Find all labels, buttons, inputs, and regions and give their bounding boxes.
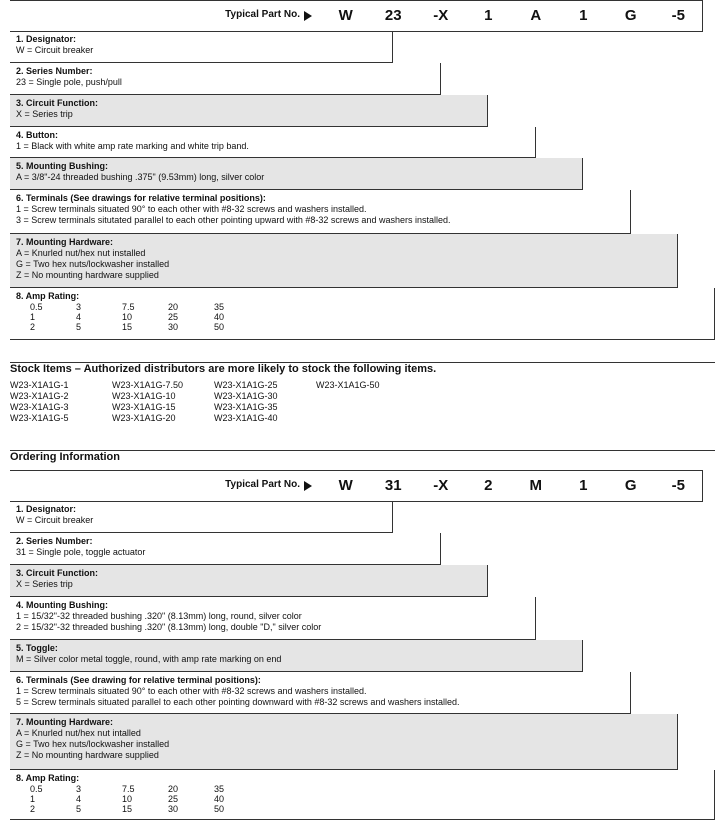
amp-value: 3 xyxy=(76,784,82,794)
option-title: 2. Series Number: xyxy=(16,536,93,546)
stock-part-number: W23-X1A1G-40 xyxy=(214,413,278,423)
option-line: 31 = Single pole, toggle actuator xyxy=(16,547,146,557)
part-code-8: -5 xyxy=(655,0,704,32)
amp-value: 7.5 xyxy=(122,784,135,794)
typical-part-label: Typical Part No. xyxy=(225,9,300,20)
option-line: W = Circuit breaker xyxy=(16,515,94,525)
part-code-5: M xyxy=(512,470,561,502)
amp-value: 50 xyxy=(214,322,225,332)
option-line: 1 = 15/32"-32 threaded bushing .320" (8.13mm) long, round, silver color xyxy=(16,611,302,621)
option-title: 6. Terminals (See drawing for relative terminal positions): xyxy=(16,675,261,685)
amp-value: 40 xyxy=(214,794,225,804)
option-line: G = Two hex nuts/lockwasher installed xyxy=(16,739,170,749)
amp-value: 10 xyxy=(122,794,133,804)
amp-value: 2 xyxy=(30,804,36,814)
amp-rating-table xyxy=(30,302,260,332)
typical-part-label-box xyxy=(10,0,323,32)
option-row-5 xyxy=(10,158,583,190)
option-line: G = Two hex nuts/lockwasher installed xyxy=(16,259,170,269)
option-row-2 xyxy=(10,533,441,565)
amp-value: 10 xyxy=(122,312,133,322)
typical-part-label: Typical Part No. xyxy=(225,479,300,490)
amp-value: 4 xyxy=(76,312,82,322)
amp-value: 25 xyxy=(168,794,179,804)
option-title: 4. Mounting Bushing: xyxy=(16,600,108,610)
stock-part-number: W23-X1A1G-25 xyxy=(214,380,278,390)
option-line: M = Silver color metal toggle, round, with amp rate marking on end xyxy=(16,654,282,664)
part-code-1: W xyxy=(322,0,371,32)
option-line: 5 = Screw terminals situated parallel to each other pointing downward with #8-32 screws and washers installed. xyxy=(16,697,460,707)
amp-value: 0.5 xyxy=(30,784,43,794)
option-line: Z = No mounting hardware supplied xyxy=(16,270,159,280)
part-code-8: -5 xyxy=(655,470,704,502)
amp-value: 5 xyxy=(76,322,82,332)
option-row-4 xyxy=(10,127,536,158)
stock-part-number: W23-X1A1G-20 xyxy=(112,413,176,423)
part-code-7: G xyxy=(607,0,656,32)
stock-column-3 xyxy=(214,380,324,424)
option-title: 7. Mounting Hardware: xyxy=(16,717,114,727)
stock-column-4 xyxy=(316,380,426,391)
amp-value: 1 xyxy=(30,312,36,322)
stock-column-1 xyxy=(10,380,120,424)
part-code-6: 1 xyxy=(560,0,609,32)
part-code-3: -X xyxy=(417,470,466,502)
stock-column-2 xyxy=(112,380,222,424)
amp-value: 35 xyxy=(214,784,225,794)
option-line: 23 = Single pole, push/pull xyxy=(16,77,122,87)
option-row-1 xyxy=(10,501,393,533)
option-line: 3 = Screw terminals situtated parallel to each other pointing upward with #8-32 screws and washers installed. xyxy=(16,215,451,225)
stock-part-number: W23-X1A1G-35 xyxy=(214,402,278,412)
option-row-3 xyxy=(10,565,488,597)
amp-value: 3 xyxy=(76,302,82,312)
stock-part-number: W23-X1A1G-30 xyxy=(214,391,278,401)
amp-value: 35 xyxy=(214,302,225,312)
option-title: 6. Terminals (See drawings for relative terminal positions): xyxy=(16,193,266,203)
option-title: 5. Toggle: xyxy=(16,643,58,653)
option-title: 8. Amp Rating: xyxy=(16,291,80,301)
stock-part-number: W23-X1A1G-2 xyxy=(10,391,69,401)
option-title: 2. Series Number: xyxy=(16,66,93,76)
option-line: Z = No mounting hardware supplied xyxy=(16,750,159,760)
stock-items-heading: Stock Items – Authorized distributors are more likely to stock the following items. xyxy=(10,363,437,375)
part-code-2: 31 xyxy=(370,470,419,502)
option-line: X = Series trip xyxy=(16,109,73,119)
option-row-8 xyxy=(10,288,715,340)
amp-value: 5 xyxy=(76,804,82,814)
option-title: 3. Circuit Function: xyxy=(16,98,98,108)
stock-part-number: W23-X1A1G-3 xyxy=(10,402,69,412)
option-row-1 xyxy=(10,31,393,63)
ordering-information-heading: Ordering Information xyxy=(10,451,120,463)
amp-value: 40 xyxy=(214,312,225,322)
option-title: 3. Circuit Function: xyxy=(16,568,98,578)
option-row-7 xyxy=(10,714,678,770)
amp-value: 20 xyxy=(168,302,179,312)
option-row-7 xyxy=(10,234,678,288)
part-code-6: 1 xyxy=(560,470,609,502)
amp-value: 20 xyxy=(168,784,179,794)
option-line: 1 = Black with white amp rate marking and white trip band. xyxy=(16,141,249,151)
part-number-chart-1 xyxy=(10,0,715,340)
amp-value: 2 xyxy=(30,322,36,332)
part-number-chart-2 xyxy=(10,470,715,820)
option-row-8 xyxy=(10,770,715,820)
option-row-3 xyxy=(10,95,488,127)
typical-part-label-box xyxy=(10,470,323,502)
stock-part-number: W23-X1A1G-10 xyxy=(112,391,176,401)
part-code-4: 1 xyxy=(465,0,514,32)
option-title: 5. Mounting Bushing: xyxy=(16,161,108,171)
amp-value: 25 xyxy=(168,312,179,322)
stock-part-number: W23-X1A1G-1 xyxy=(10,380,69,390)
stock-part-number: W23-X1A1G-5 xyxy=(10,413,69,423)
arrow-right-icon xyxy=(304,11,312,21)
option-row-6 xyxy=(10,672,631,714)
option-line: A = 3/8"-24 threaded bushing .375" (9.53mm) long, silver color xyxy=(16,172,265,182)
option-line: A = Knurled nut/hex nut installed xyxy=(16,248,146,258)
stock-part-number: W23-X1A1G-50 xyxy=(316,380,380,390)
part-code-7: G xyxy=(607,470,656,502)
amp-value: 7.5 xyxy=(122,302,135,312)
amp-value: 30 xyxy=(168,804,179,814)
part-code-2: 23 xyxy=(370,0,419,32)
option-row-6 xyxy=(10,190,631,234)
option-line: X = Series trip xyxy=(16,579,73,589)
amp-value: 50 xyxy=(214,804,225,814)
option-title: 4. Button: xyxy=(16,130,58,140)
stock-part-number: W23-X1A1G-15 xyxy=(112,402,176,412)
option-line: W = Circuit breaker xyxy=(16,45,94,55)
arrow-right-icon xyxy=(304,481,312,491)
amp-rating-table xyxy=(30,784,260,814)
part-code-5: A xyxy=(512,0,561,32)
amp-value: 30 xyxy=(168,322,179,332)
option-title: 8. Amp Rating: xyxy=(16,773,80,783)
option-title: 1. Designator: xyxy=(16,504,77,514)
amp-value: 1 xyxy=(30,794,36,804)
part-code-3: -X xyxy=(417,0,466,32)
part-code-4: 2 xyxy=(465,470,514,502)
option-row-4 xyxy=(10,597,536,640)
part-code-1: W xyxy=(322,470,371,502)
option-row-2 xyxy=(10,63,441,95)
option-line: A = Knurled nut/hex nut intalled xyxy=(16,728,141,738)
option-line: 2 = 15/32"-32 threaded bushing .320" (8.13mm) long, double "D," silver color xyxy=(16,622,322,632)
amp-value: 4 xyxy=(76,794,82,804)
amp-value: 15 xyxy=(122,804,133,814)
option-title: 1. Designator: xyxy=(16,34,77,44)
option-line: 1 = Screw terminals situated 90° to each other with #8-32 screws and washers installed. xyxy=(16,686,367,696)
option-title: 7. Mounting Hardware: xyxy=(16,237,114,247)
option-row-5 xyxy=(10,640,583,672)
option-line: 1 = Screw terminals situated 90° to each other with #8-32 screws and washers installed. xyxy=(16,204,367,214)
amp-value: 0.5 xyxy=(30,302,43,312)
stock-part-number: W23-X1A1G-7.50 xyxy=(112,380,184,390)
amp-value: 15 xyxy=(122,322,133,332)
